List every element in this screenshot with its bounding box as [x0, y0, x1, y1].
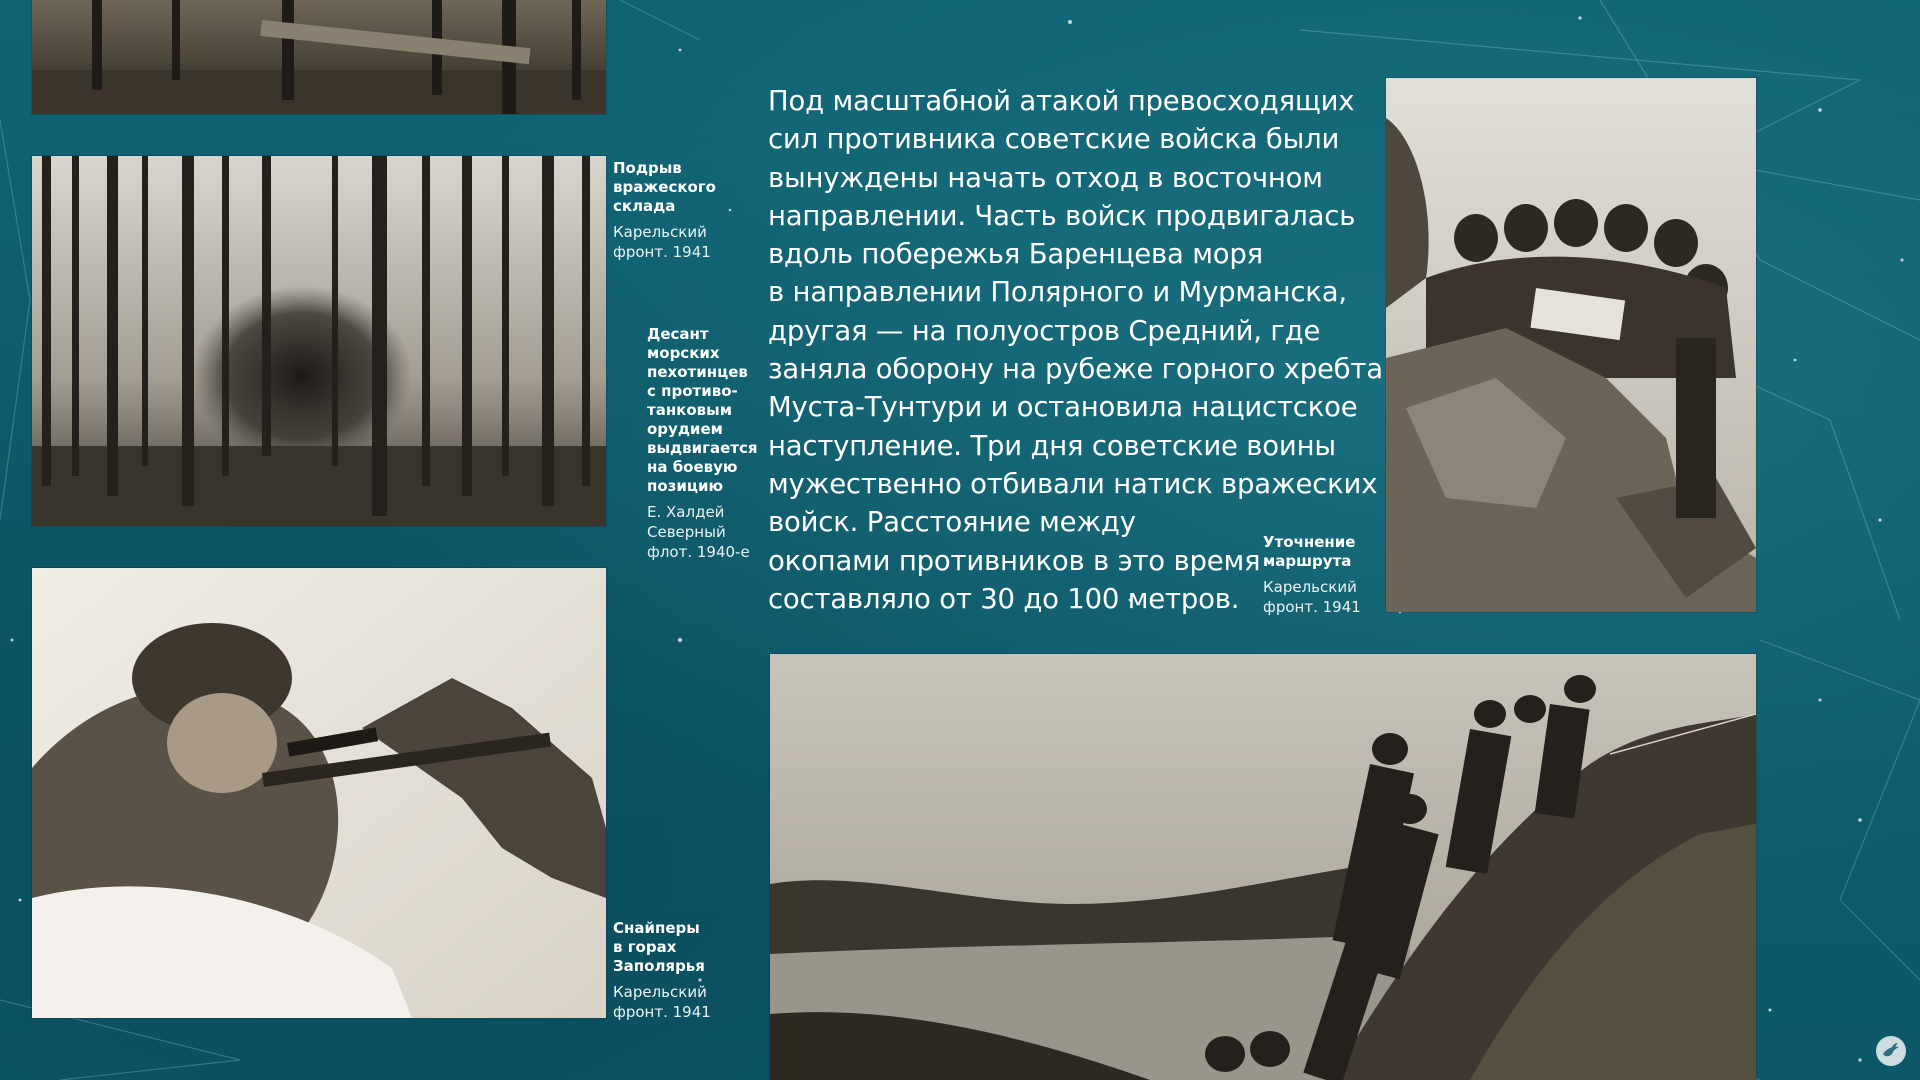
caption-explosion-title: Подрыв вражеского склада	[613, 159, 716, 215]
caption-snipers-meta: Карельский фронт. 1941	[613, 983, 711, 1021]
dove-logo-icon	[1876, 1036, 1906, 1066]
caption-route-title: Уточнение маршрута	[1263, 533, 1356, 570]
main-paragraph: Под масштабной атакой превосходящих сил противника советские войска были вынуждены начать отход в восточном направлении. Часть войск продвигалась вдоль побережья Баренцева моря в направлении Полярного и Мурманска, другая — на полуостров Средний, где заняла оборону на рубеже горного хребта Муста-Тунтури и остановила нацистское наступление. Три дня советские воины мужественно отбивали натиск вражеских войск. Расстояние между окопами противников в это время составляло от 30 до 100 метров.	[768, 85, 1383, 615]
caption-landing-meta: Е. Халдей Северный флот. 1940-е	[647, 503, 750, 561]
caption-route-meta: Карельский фронт. 1941	[1263, 578, 1361, 616]
photo-soldiers-climbing-slope	[770, 654, 1756, 1080]
caption-landing	[647, 325, 757, 562]
photo-sniper-snow	[32, 568, 606, 1018]
caption-snipers-title: Снайперы в горах Заполярья	[613, 919, 705, 975]
caption-explosion-meta: Карельский фронт. 1941	[613, 223, 711, 261]
photo-explosion-forest	[32, 156, 606, 526]
photo-forest-clearing	[32, 0, 606, 114]
caption-landing-title: Десант морских пехотинцев с противо- танковым орудием выдвигается на боевую позицию	[647, 325, 758, 495]
caption-snipers	[613, 919, 723, 1022]
caption-explosion	[613, 159, 716, 262]
photo-soldiers-map-rocks	[1386, 78, 1756, 612]
